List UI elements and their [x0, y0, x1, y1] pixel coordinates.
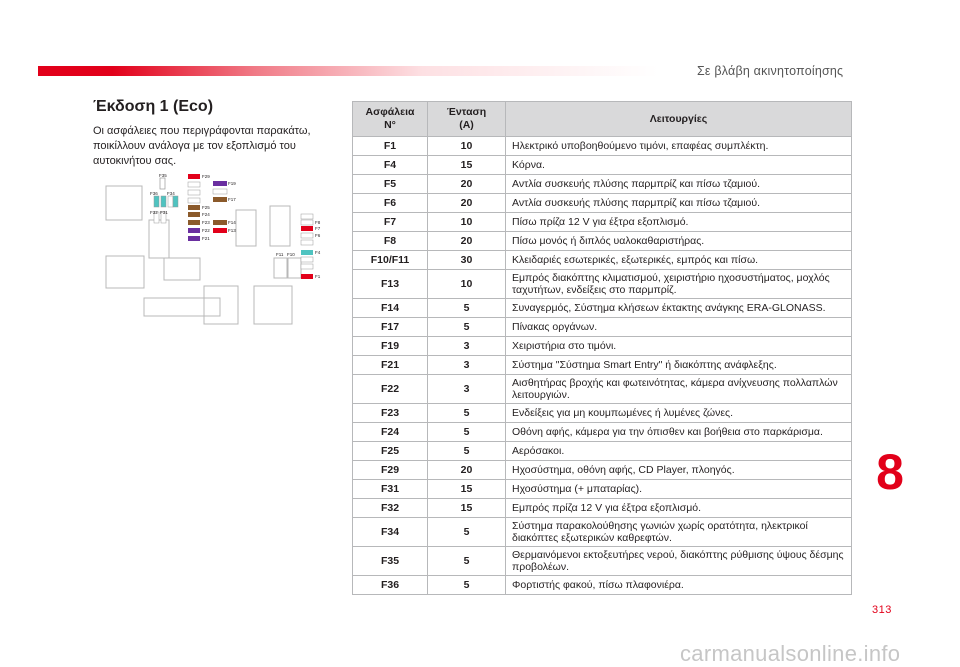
fuse-label: F21 [202, 236, 210, 241]
relay-block [144, 298, 220, 316]
fuse-number: F13 [353, 270, 428, 299]
fuse-amperage: 5 [428, 318, 506, 337]
fuse-label: F24 [202, 212, 210, 217]
table-row [353, 375, 852, 404]
relay-block [270, 206, 290, 246]
header-functions: Λειτουργίες [506, 102, 852, 137]
fuse-amperage: 3 [428, 375, 506, 404]
fuse-table [352, 101, 852, 595]
fuse-label: F32 [150, 210, 158, 215]
fuse-label: F35 [159, 173, 167, 178]
table-row [353, 356, 852, 375]
fuse-function: Αντλία συσκευής πλύσης παρμπρίζ και πίσω τζαμιού. [506, 175, 852, 194]
fuse-label: F7 [315, 226, 321, 231]
header-fuse: Ασφάλεια N° [353, 102, 428, 137]
table-row [353, 270, 852, 299]
fuse-amperage: 5 [428, 299, 506, 318]
fuse-function: Συναγερμός, Σύστημα κλήσεων έκτακτης ανάγκης ERA-GLONASS. [506, 299, 852, 318]
fuse-label: F1 [315, 274, 321, 279]
fuse-number: F8 [353, 232, 428, 251]
fuse-number: F14 [353, 299, 428, 318]
table-row [353, 442, 852, 461]
fuse-number: F36 [353, 576, 428, 595]
fuse-amperage: 20 [428, 175, 506, 194]
table-row [353, 518, 852, 547]
fuse-function: Εμπρός πρίζα 12 V για έξτρα εξοπλισμό. [506, 499, 852, 518]
table-row [353, 576, 852, 595]
fuse-amperage: 15 [428, 499, 506, 518]
table-header-row [353, 102, 852, 137]
table-row [353, 318, 852, 337]
fuse-label: F13 [228, 228, 236, 233]
fuse-number: F10/F11 [353, 251, 428, 270]
fuse-function: Αερόσακοι. [506, 442, 852, 461]
fuse-number: F23 [353, 404, 428, 423]
fuse-function: Πίσω πρίζα 12 V για έξτρα εξοπλισμό. [506, 213, 852, 232]
fuse-label: F4 [315, 250, 321, 255]
fuse-number: F5 [353, 175, 428, 194]
fuse-number: F4 [353, 156, 428, 175]
fuse-function: Ενδείξεις για μη κουμπωμένες ή λυμένες ζώνες. [506, 404, 852, 423]
table-row [353, 337, 852, 356]
table-row [353, 423, 852, 442]
table-row [353, 213, 852, 232]
fuse-number: F19 [353, 337, 428, 356]
fuse-function: Ηχοσύστημα, οθόνη αφής, CD Player, πλοηγός. [506, 461, 852, 480]
fuse-amperage: 10 [428, 137, 506, 156]
section-title: Σε βλάβη ακινητοποίησης [697, 64, 844, 78]
fuse-label: F6 [315, 233, 321, 238]
fuse-label: F10 [287, 252, 295, 257]
table-row [353, 156, 852, 175]
fuse-amperage: 15 [428, 480, 506, 499]
fuse-function: Ηχοσύστημα (+ μπαταρίας). [506, 480, 852, 499]
fuse-function: Θερμαινόμενοι εκτοξευτήρες νερού, διακόπτης ρύθμισης ύψους δέσμης προβολέων. [506, 547, 852, 576]
fuse-function: Αντλία συσκευής πλύσης παρμπρίζ και πίσω τζαμιού. [506, 194, 852, 213]
fuse-amperage: 5 [428, 404, 506, 423]
page-number: 313 [872, 604, 892, 616]
fuse-label: F22 [202, 228, 210, 233]
fuse-amperage: 3 [428, 356, 506, 375]
fuse-function: Πίσω μονός ή διπλός υαλοκαθαριστήρας. [506, 232, 852, 251]
fuse-number: F21 [353, 356, 428, 375]
header-amperage: Ένταση (A) [428, 102, 506, 137]
fuse-amperage: 3 [428, 337, 506, 356]
watermark: carmanualsonline.info [680, 641, 901, 666]
fuse-amperage: 5 [428, 423, 506, 442]
fuse-label: F11 [276, 252, 284, 257]
intro-text: Οι ασφάλειες που περιγράφονται παρακάτω, ποικίλλουν ανάλογα με τον εξοπλισμό του αυτοκινήτου σας. [93, 125, 311, 167]
fuse-amperage: 5 [428, 547, 506, 576]
fuse-function: Φορτιστής φακού, πίσω πλαφονιέρα. [506, 576, 852, 595]
fuse-label: F8 [315, 220, 321, 225]
relay-block [204, 286, 238, 324]
fuse-amperage: 5 [428, 576, 506, 595]
table-row [353, 232, 852, 251]
fuse-label: F34 [167, 191, 175, 196]
relay-block [106, 186, 142, 220]
relay-block [149, 220, 169, 258]
fuse-number: F1 [353, 137, 428, 156]
fuse-number: F31 [353, 480, 428, 499]
fuse-number: F6 [353, 194, 428, 213]
fuse-number: F25 [353, 442, 428, 461]
relay-block [274, 258, 288, 278]
fuse-amperage: 10 [428, 213, 506, 232]
fuse-amperage: 5 [428, 442, 506, 461]
fuse-label: F31 [160, 210, 168, 215]
relay-block [164, 258, 200, 280]
fuse-label: F17 [228, 197, 236, 202]
fuse-number: F34 [353, 518, 428, 547]
relay-block [236, 210, 256, 246]
fuse-amperage: 20 [428, 232, 506, 251]
fuse-amperage: 30 [428, 251, 506, 270]
header-gradient-bar [38, 66, 658, 76]
page-heading: Έκδοση 1 (Eco) [93, 98, 214, 115]
fuse-number: F17 [353, 318, 428, 337]
fuse-label: F23 [202, 220, 210, 225]
relay-block [254, 286, 292, 324]
relay-block [106, 256, 144, 288]
fuse-function: Χειριστήρια στο τιμόνι. [506, 337, 852, 356]
fuse-label: F36 [150, 191, 158, 196]
fuse-amperage: 20 [428, 194, 506, 213]
fuse-amperage: 20 [428, 461, 506, 480]
fuse-function: Εμπρός διακόπτης κλιματισμού, χειριστήριο ηχοσυστήματος, μοχλός ταχυτήτων, ενδείξεις στο παρμπρίζ. [506, 270, 852, 299]
fuse-amperage: 10 [428, 270, 506, 299]
fuse-function: Ηλεκτρικό υποβοηθούμενο τιμόνι, επαφέας συμπλέκτη. [506, 137, 852, 156]
fuse-amperage: 15 [428, 156, 506, 175]
fuse-function: Κλειδαριές εσωτερικές, εξωτερικές, εμπρός και πίσω. [506, 251, 852, 270]
fuse-function: Σύστημα παρακολούθησης γωνιών χωρίς ορατότητα, ηλεκτρικοί διακόπτες εξωτερικών καθρεφτών. [506, 518, 852, 547]
relay-block [287, 258, 301, 278]
table-row [353, 547, 852, 576]
fuse-function: Αισθητήρας βροχής και φωτεινότητας, κάμερα ανίχνευσης πολλαπλών λειτουργιών. [506, 375, 852, 404]
table-row [353, 251, 852, 270]
fuse-number: F24 [353, 423, 428, 442]
fuse-number: F29 [353, 461, 428, 480]
table-row [353, 480, 852, 499]
fuse-label: F25 [202, 205, 210, 210]
chapter-number: 8 [876, 444, 904, 500]
table-row [353, 499, 852, 518]
fuse-label: F14 [228, 220, 236, 225]
table-row [353, 194, 852, 213]
table-row [353, 461, 852, 480]
fuse-label: F19 [228, 181, 236, 186]
fuse-function: Σύστημα "Σύστημα Smart Entry" ή διακόπτης ανάφλεξης. [506, 356, 852, 375]
fuse-number: F32 [353, 499, 428, 518]
fuse-function: Οθόνη αφής, κάμερα για την όπισθεν και βοήθεια στο παρκάρισμα. [506, 423, 852, 442]
table-row [353, 137, 852, 156]
fuse-number: F35 [353, 547, 428, 576]
fuse-function: Πίνακας οργάνων. [506, 318, 852, 337]
fuse-amperage: 5 [428, 518, 506, 547]
fuse-function: Κόρνα. [506, 156, 852, 175]
table-row [353, 175, 852, 194]
table-row [353, 299, 852, 318]
fuse-label: F29 [202, 174, 210, 179]
fuse-box-diagram [104, 170, 334, 330]
fuse-number: F7 [353, 213, 428, 232]
fuse-number: F22 [353, 375, 428, 404]
table-row [353, 404, 852, 423]
